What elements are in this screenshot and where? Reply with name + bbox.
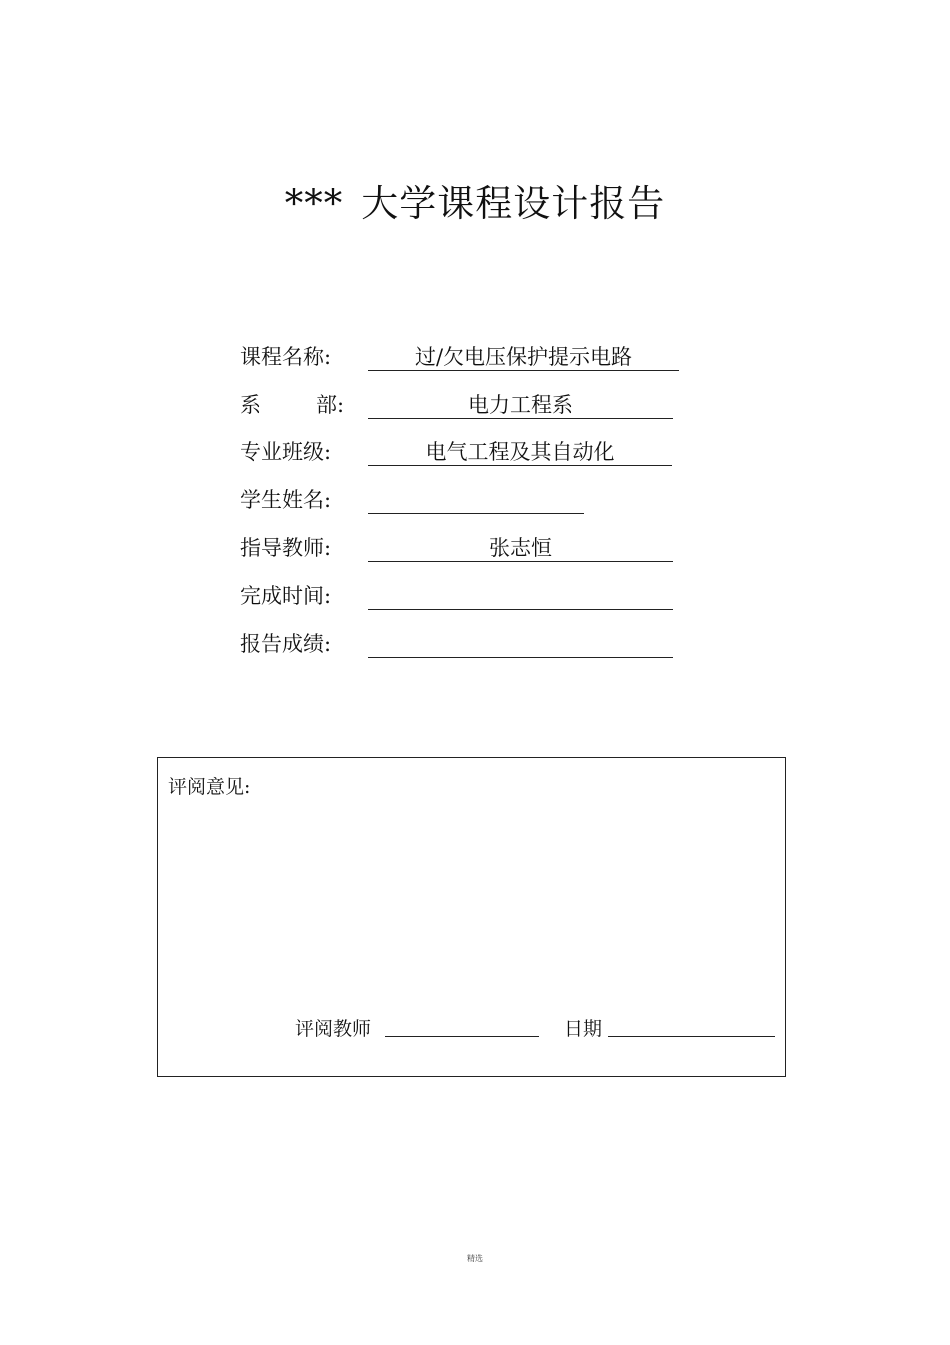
field-report-grade xyxy=(240,628,700,660)
title-text: 大学课程设计报告 xyxy=(361,182,666,225)
major-class-value[interactable]: 电气工程及其自动化 xyxy=(368,436,672,466)
department-value[interactable]: 电力工程系 xyxy=(368,389,673,419)
major-class-label: 专业班级: xyxy=(240,440,332,464)
student-name-label: 学生姓名: xyxy=(240,488,332,512)
department-label-b: 部: xyxy=(316,393,345,417)
review-date-label: 日期 xyxy=(564,1018,603,1040)
course-name-label: 课程名称: xyxy=(240,345,332,369)
field-advisor xyxy=(240,532,700,564)
course-name-value[interactable]: 过/欠电压保护提示电路 xyxy=(368,341,679,371)
field-student-name xyxy=(240,484,700,516)
footer-text: 精选 xyxy=(467,1254,483,1263)
review-teacher-line[interactable] xyxy=(385,1036,539,1037)
report-grade-label: 报告成绩: xyxy=(240,632,332,656)
field-major-class xyxy=(240,436,700,468)
review-label: 评阅意见: xyxy=(168,776,251,798)
department-label-a: 系 xyxy=(240,393,261,417)
review-date-line[interactable] xyxy=(608,1036,775,1037)
completion-time-label: 完成时间: xyxy=(240,584,332,608)
report-grade-value[interactable] xyxy=(368,628,673,658)
field-department xyxy=(240,389,700,421)
title-stars: *** xyxy=(284,182,344,225)
field-course-name xyxy=(240,341,700,373)
page-title xyxy=(0,176,950,232)
advisor-value[interactable]: 张志恒 xyxy=(368,532,673,562)
field-completion-time xyxy=(240,580,700,612)
review-box xyxy=(157,757,786,1077)
completion-time-value[interactable] xyxy=(368,580,673,610)
department-label xyxy=(240,389,344,421)
student-name-value[interactable] xyxy=(368,484,584,514)
review-teacher-label: 评阅教师 xyxy=(295,1018,372,1040)
advisor-label: 指导教师: xyxy=(240,536,332,560)
